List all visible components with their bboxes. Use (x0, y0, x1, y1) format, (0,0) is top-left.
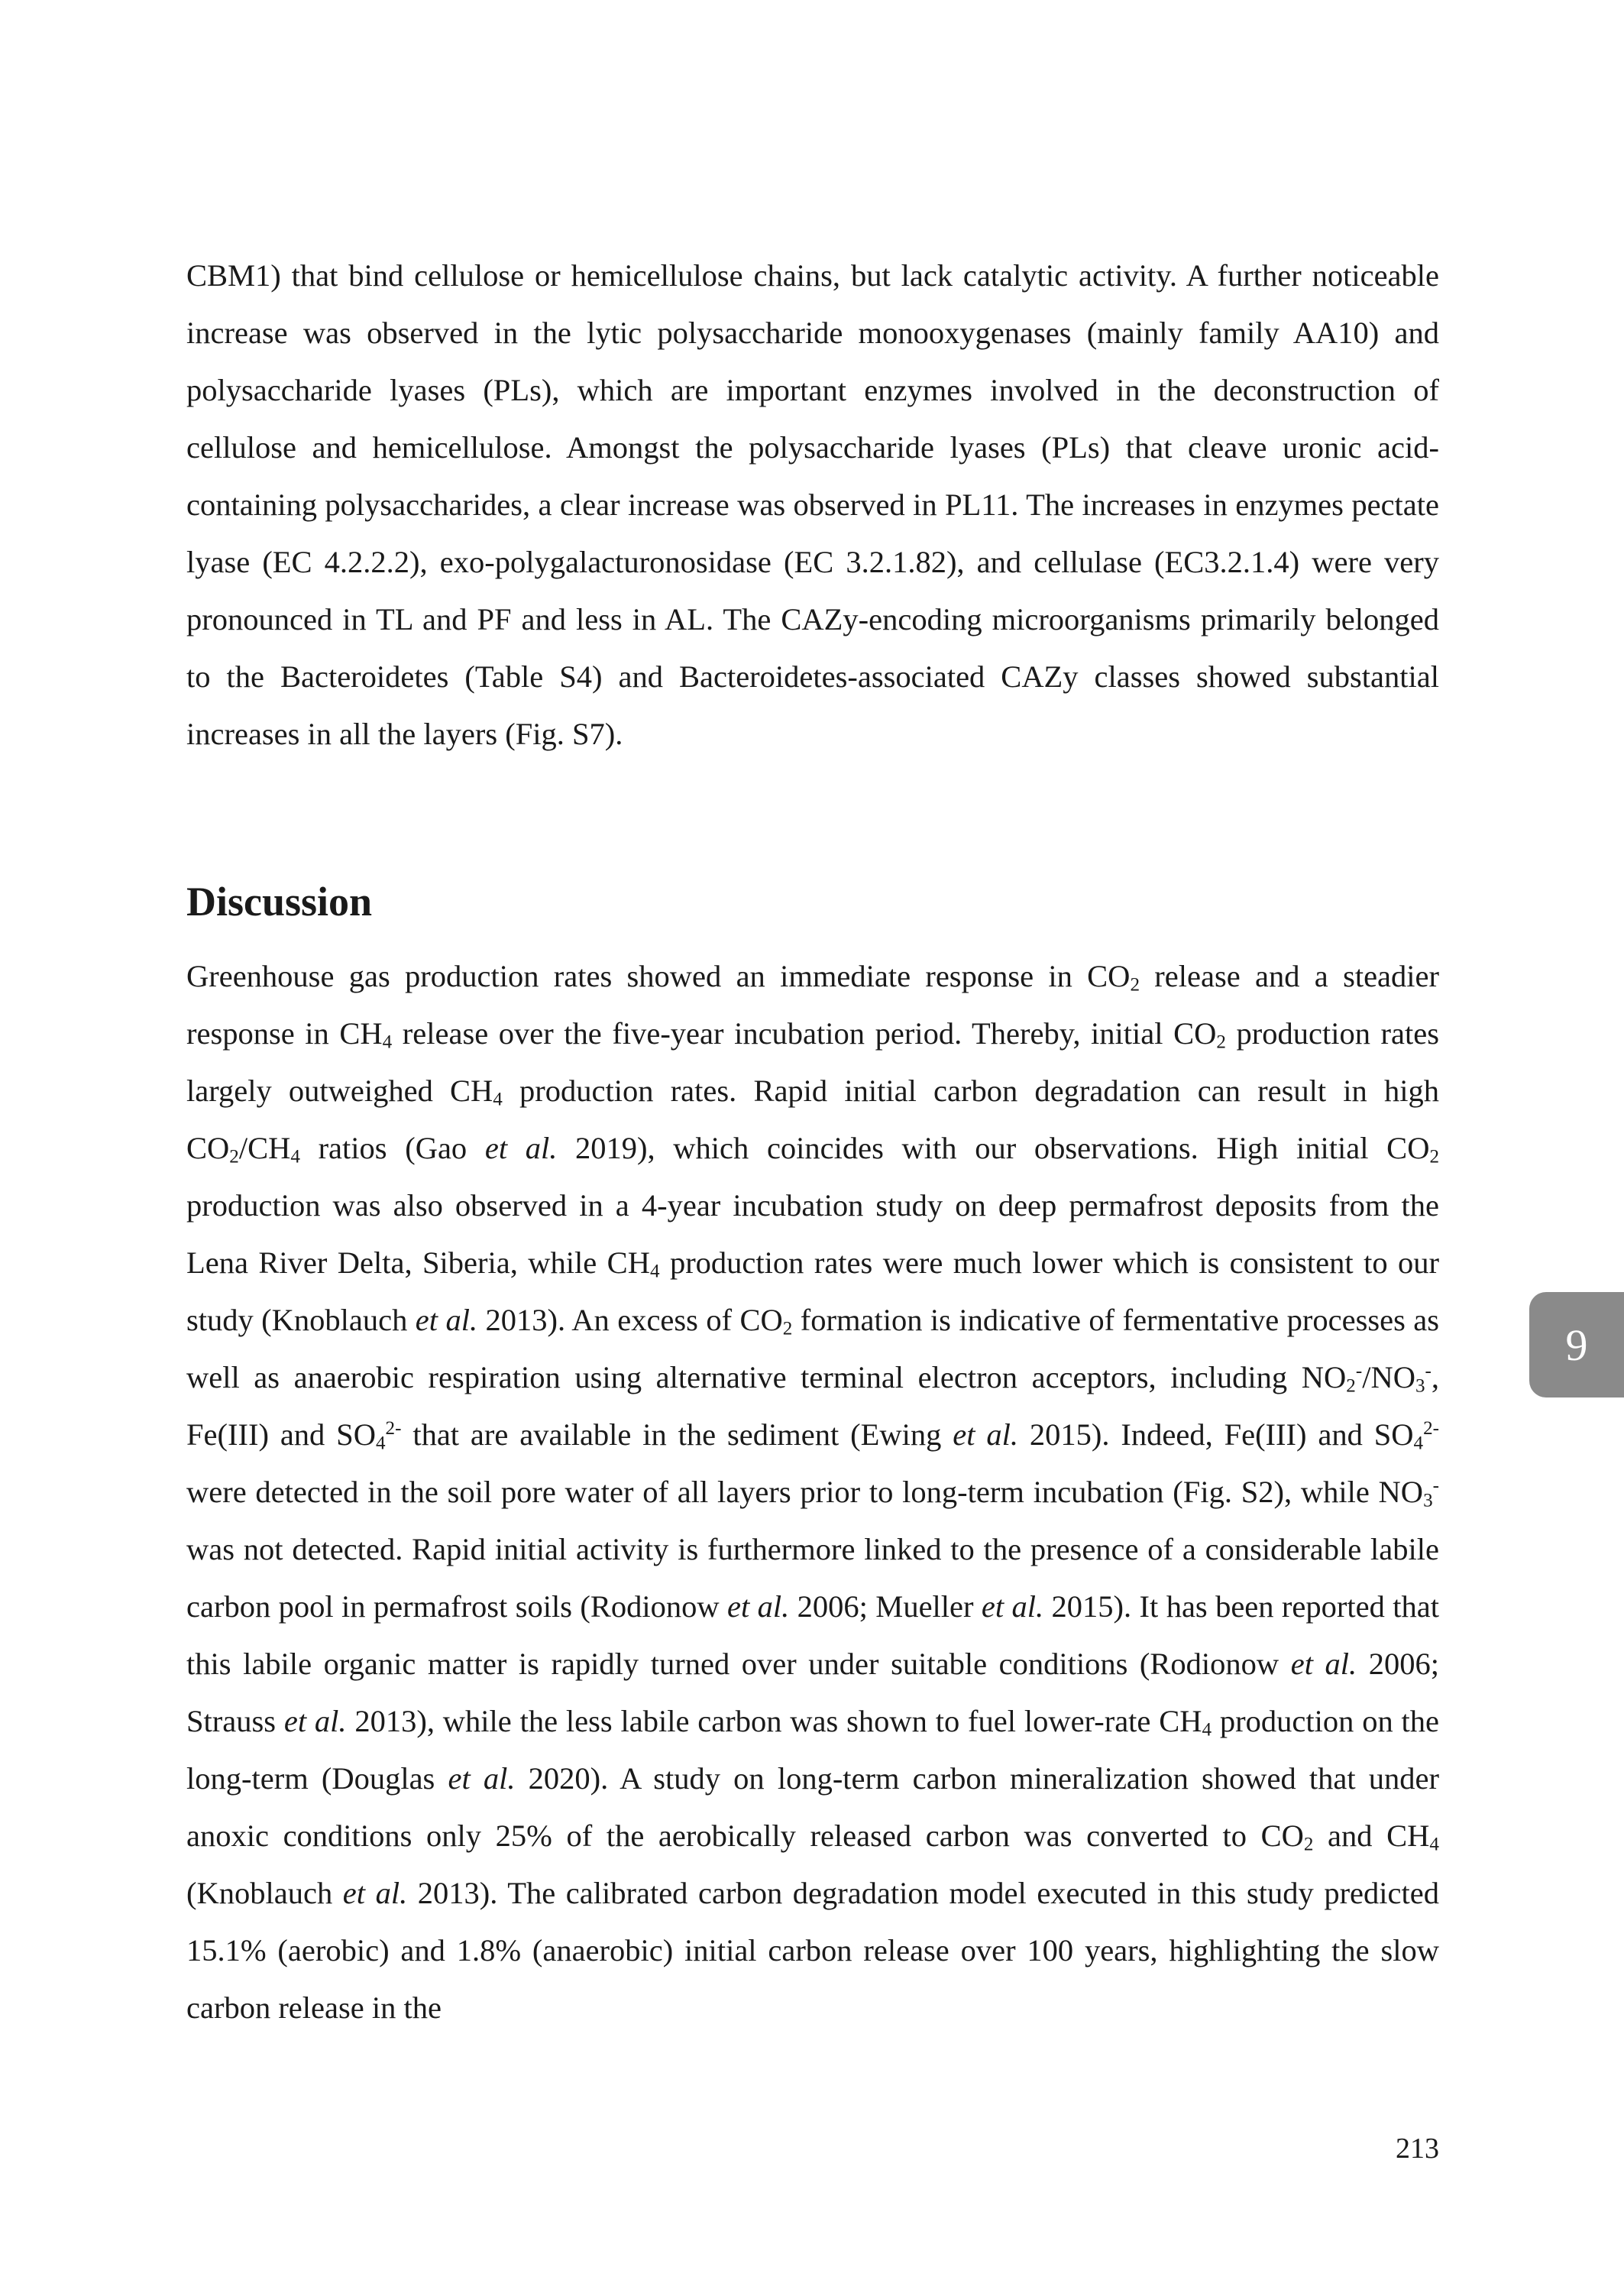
page-body (186, 247, 1439, 2036)
results-paragraph: CBM1) that bind cellulose or hemicellulose chains, but lack catalytic activity. A further noticeable increase was observed in the lytic polysaccharide monooxygenases (mainly family AA10) and polysaccharide lyases (PLs), which are important enzymes involved in the deconstruction of cellulose and hemicellulose. Amongst the polysaccharide lyases (PLs) that cleave uronic acid-containing polysaccharides, a clear increase was observed in PL11. The increases in enzymes pectate lyase (EC 4.2.2.2), exo-polygalacturonosidase (EC 3.2.1.82), and cellulase (EC3.2.1.4) were very pronounced in TL and PF and less in AL. The CAZy-encoding microorganisms primarily belonged to the Bacteroidetes (Table S4) and Bacteroidetes-associated CAZy classes showed substantial increases in all the layers (Fig. S7). (186, 258, 1439, 751)
chapter-tab (1529, 1292, 1624, 1397)
page-number: 213 (1396, 2133, 1439, 2165)
discussion-paragraph: Greenhouse gas production rates showed an immediate response in $CO_2$ release and a steadier response in $CH_4$ release over the five-year incubation period. Thereby, initial $CO_2$ production rates largely outweighed $CH_4$ production rates. Rapid initial carbon degradation can result in high $CO_2/CH_4$ ratios (Gao et al. 2019), which coincides with our observations. High initial $CO_2$ production was also observed in a 4-year incubation study on deep permafrost deposits from the Lena River Delta, Siberia, while $CH_4$ production rates were much lower which is consistent to our study (Knoblauch et al. 2013). An excess of $CO_2$ formation is indicative of fermentative processes as well as anaerobic respiration using alternative terminal electron acceptors, including $NO_2^-/NO_3^-$, Fe(III) and $SO_4^{2-}$ that are available in the sediment (Ewing et al. 2015). Indeed, Fe(III) and $SO_4^{2-}$ were detected in the soil pore water of all layers prior to long-term incubation (Fig. S2), while $NO_3^-$ was not detected. Rapid initial activity is furthermore linked to the presence of a considerable labile carbon pool in permafrost soils (Rodionow et al. 2006; Mueller et al. 2015). It has been reported that this labile organic matter is rapidly turned over under suitable conditions (Rodionow et al. 2006; Strauss et al. 2013), while the less labile carbon was shown to fuel lower-rate $CH_4$ production on the long-term (Douglas et al. 2020). A study on long-term carbon mineralization showed that under anoxic conditions only 25% of the aerobically released carbon was converted to $CO_2$ and $CH_4$ (Knoblauch et al. 2013). The calibrated carbon degradation model executed in this study predicted 15.1% (aerobic) and 1.8% (anaerobic) initial carbon release over 100 years, highlighting the slow carbon release in the (186, 959, 1440, 2025)
section-heading: Discussion (186, 879, 373, 925)
chapter-number: 9 (1565, 1320, 1588, 1370)
